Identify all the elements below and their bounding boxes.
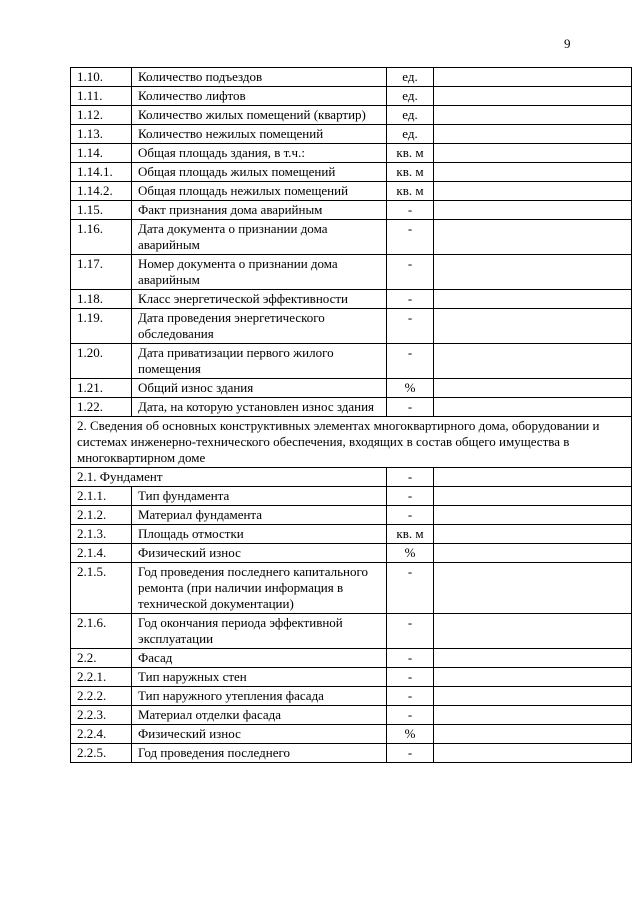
row-label-cell: Год проведения последнего капитального ремонта (при наличии информация в технической документации)	[132, 563, 387, 614]
value-cell	[434, 255, 632, 290]
page-number: 9	[564, 36, 571, 51]
row-label-cell: Площадь отмостки	[132, 525, 387, 544]
row-label-cell: Факт признания дома аварийным	[132, 201, 387, 220]
row-number-cell: 2.2.	[71, 649, 132, 668]
row-number-cell: 1.15.	[71, 201, 132, 220]
table-row	[71, 744, 632, 763]
row-label-cell: Год окончания периода эффективной эксплуатации	[132, 614, 387, 649]
value-cell	[434, 506, 632, 525]
table-row	[71, 649, 632, 668]
row-label-cell: Дата документа о признании дома аварийным	[132, 220, 387, 255]
row-number-cell: 2.2.5.	[71, 744, 132, 763]
row-label-cell: Материал фундамента	[132, 506, 387, 525]
row-label-cell: Материал отделки фасада	[132, 706, 387, 725]
row-number-cell: 2.1.5.	[71, 563, 132, 614]
row-label-cell: Фасад	[132, 649, 387, 668]
value-cell	[434, 144, 632, 163]
value-cell	[434, 687, 632, 706]
table-row	[71, 220, 632, 255]
unit-cell: кв. м	[387, 182, 434, 201]
value-cell	[434, 379, 632, 398]
table-row	[71, 725, 632, 744]
row-label-cell: Общая площадь нежилых помещений	[132, 182, 387, 201]
row-label-cell: Количество нежилых помещений	[132, 125, 387, 144]
unit-cell: -	[387, 201, 434, 220]
row-number-cell: 1.12.	[71, 106, 132, 125]
section-heading-row	[71, 417, 632, 468]
row-number-cell: 2.1.4.	[71, 544, 132, 563]
row-label-cell: Физический износ	[132, 544, 387, 563]
table-row	[71, 290, 632, 309]
value-cell	[434, 487, 632, 506]
unit-cell: -	[387, 468, 434, 487]
row-label-cell: Общий износ здания	[132, 379, 387, 398]
unit-cell: -	[387, 614, 434, 649]
row-number-cell: 2.1.6.	[71, 614, 132, 649]
value-cell	[434, 309, 632, 344]
value-cell	[434, 344, 632, 379]
unit-cell: ед.	[387, 87, 434, 106]
table-row	[71, 106, 632, 125]
table-row	[71, 182, 632, 201]
table-row	[71, 201, 632, 220]
value-cell	[434, 163, 632, 182]
row-label-cell: Класс энергетической эффективности	[132, 290, 387, 309]
value-cell	[434, 201, 632, 220]
unit-cell: -	[387, 255, 434, 290]
value-cell	[434, 544, 632, 563]
unit-cell: -	[387, 563, 434, 614]
row-label-cell: Дата, на которую установлен износ здания	[132, 398, 387, 417]
unit-cell: -	[387, 344, 434, 379]
value-cell	[434, 182, 632, 201]
table-row	[71, 398, 632, 417]
value-cell	[434, 614, 632, 649]
row-label-cell: Количество лифтов	[132, 87, 387, 106]
value-cell	[434, 649, 632, 668]
table-row	[71, 309, 632, 344]
row-number-cell: 2.1.2.	[71, 506, 132, 525]
row-number-cell: 1.16.	[71, 220, 132, 255]
section-1-rows	[71, 68, 632, 417]
unit-cell: %	[387, 544, 434, 563]
table-row	[71, 379, 632, 398]
row-label-cell: Год проведения последнего	[132, 744, 387, 763]
unit-cell: ед.	[387, 68, 434, 87]
row-label-cell: Номер документа о признании дома аварийным	[132, 255, 387, 290]
table-row	[71, 344, 632, 379]
unit-cell: -	[387, 687, 434, 706]
row-number-cell: 1.22.	[71, 398, 132, 417]
value-cell	[434, 125, 632, 144]
table-row	[71, 614, 632, 649]
value-cell	[434, 398, 632, 417]
row-number-cell: 1.10.	[71, 68, 132, 87]
unit-cell: ед.	[387, 106, 434, 125]
row-number-cell: 1.13.	[71, 125, 132, 144]
value-cell	[434, 744, 632, 763]
unit-cell: ед.	[387, 125, 434, 144]
section-2-title: 2. Сведения об основных конструктивных элементах многоквартирного дома, оборудовании и системах инженерно-технического обеспечения, входящих в состав общего имущества в многоквартирном доме	[71, 417, 632, 468]
row-number-cell: 2.1.3.	[71, 525, 132, 544]
unit-cell: -	[387, 506, 434, 525]
table-row	[71, 144, 632, 163]
building-info-table	[70, 67, 632, 763]
table-row	[71, 255, 632, 290]
row-label-cell: Тип наружного утепления фасада	[132, 687, 387, 706]
value-cell	[434, 525, 632, 544]
unit-cell: -	[387, 398, 434, 417]
row-number-cell: 2.2.4.	[71, 725, 132, 744]
unit-cell: кв. м	[387, 525, 434, 544]
unit-cell: кв. м	[387, 163, 434, 182]
row-number-cell: 2.1.1.	[71, 487, 132, 506]
unit-cell: -	[387, 487, 434, 506]
table-row	[71, 68, 632, 87]
row-number-cell: 1.14.1.	[71, 163, 132, 182]
unit-cell: -	[387, 649, 434, 668]
row-label-cell: Дата приватизации первого жилого помещения	[132, 344, 387, 379]
unit-cell: кв. м	[387, 144, 434, 163]
table-row	[71, 163, 632, 182]
row-number-cell: 2.2.1.	[71, 668, 132, 687]
value-cell	[434, 668, 632, 687]
section-2-header	[71, 417, 632, 487]
row-number-cell: 1.20.	[71, 344, 132, 379]
row-number-cell: 1.18.	[71, 290, 132, 309]
row-number-cell: 2.2.2.	[71, 687, 132, 706]
row-label-cell: Общая площадь жилых помещений	[132, 163, 387, 182]
value-cell	[434, 106, 632, 125]
row-label-cell: Количество подъездов	[132, 68, 387, 87]
table-row	[71, 125, 632, 144]
row-number-cell: 2.2.3.	[71, 706, 132, 725]
unit-cell: -	[387, 706, 434, 725]
foundation-heading: 2.1. Фундамент	[71, 468, 387, 487]
row-label-cell: Физический износ	[132, 725, 387, 744]
row-number-cell: 1.19.	[71, 309, 132, 344]
unit-cell: %	[387, 379, 434, 398]
value-cell	[434, 725, 632, 744]
row-number-cell: 1.21.	[71, 379, 132, 398]
unit-cell: -	[387, 220, 434, 255]
table-row	[71, 687, 632, 706]
subsection-heading-row	[71, 468, 632, 487]
row-label-cell: Общая площадь здания, в т.ч.:	[132, 144, 387, 163]
value-cell	[434, 87, 632, 106]
table-row	[71, 525, 632, 544]
unit-cell: -	[387, 309, 434, 344]
table-row	[71, 563, 632, 614]
row-number-cell: 1.17.	[71, 255, 132, 290]
table-row	[71, 668, 632, 687]
row-label-cell: Тип фундамента	[132, 487, 387, 506]
value-cell	[434, 68, 632, 87]
value-cell	[434, 220, 632, 255]
unit-cell: -	[387, 668, 434, 687]
table-row	[71, 87, 632, 106]
row-number-cell: 1.14.	[71, 144, 132, 163]
value-cell	[434, 563, 632, 614]
value-cell	[434, 468, 632, 487]
table-row	[71, 506, 632, 525]
value-cell	[434, 706, 632, 725]
section-2-rows	[71, 487, 632, 763]
row-label-cell: Количество жилых помещений (квартир)	[132, 106, 387, 125]
unit-cell: -	[387, 290, 434, 309]
row-number-cell: 1.11.	[71, 87, 132, 106]
value-cell	[434, 290, 632, 309]
table-row	[71, 544, 632, 563]
row-label-cell: Тип наружных стен	[132, 668, 387, 687]
row-number-cell: 1.14.2.	[71, 182, 132, 201]
table-row	[71, 706, 632, 725]
unit-cell: %	[387, 725, 434, 744]
table-row	[71, 487, 632, 506]
unit-cell: -	[387, 744, 434, 763]
row-label-cell: Дата проведения энергетического обследования	[132, 309, 387, 344]
